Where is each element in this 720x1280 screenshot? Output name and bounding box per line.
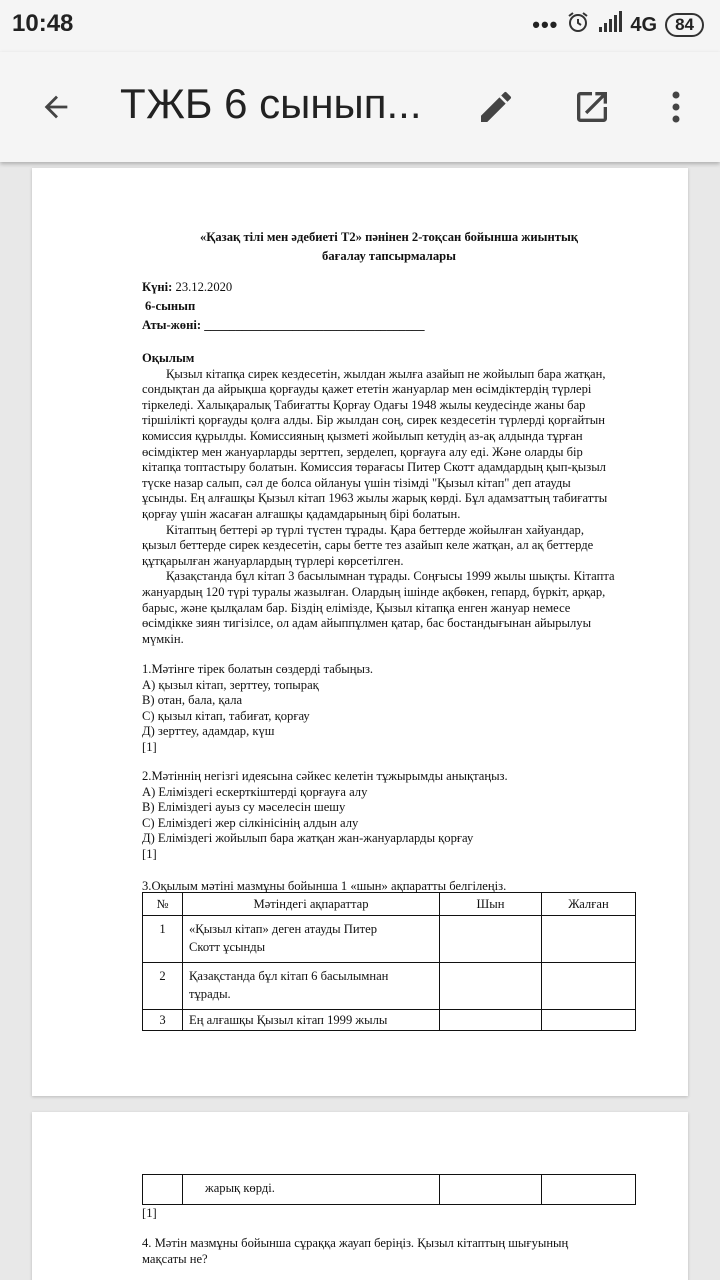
document-page-1 bbox=[32, 168, 688, 1096]
student-info bbox=[142, 278, 636, 335]
heading-line-2: бағалау тапсырмалары bbox=[322, 248, 456, 263]
false-cell[interactable] bbox=[542, 1010, 636, 1031]
header-cell: Мәтіндегі ақпараттар bbox=[183, 893, 440, 916]
paragraph-line: тіршілікті қорғауды қолға алды. Бір жылдан соң, сирек кездесетін түрлерді қорғайтын bbox=[142, 413, 605, 428]
heading-line-1: «Қазақ тілі мен әдебиеті Т2» пәнінен 2-тоқсан бойынша жиынтық bbox=[199, 230, 579, 244]
option: А) Еліміздегі ескерткіштерді қорғауға алу bbox=[142, 784, 368, 799]
row-text: Қазақстанда бұл кітап 6 басылымнан тұрады. bbox=[183, 963, 440, 1010]
document-title: ТЖБ 6 сынып... bbox=[120, 80, 422, 127]
option: А) қызыл кітап, зерттеу, топырақ bbox=[142, 677, 319, 692]
question-text: 3.Оқылым мәтіні мазмұны бойынша 1 «шын» ақпаратты белгілеңіз. bbox=[142, 879, 507, 893]
paragraph-line: түске назар салып, сәл де болса ойлануы үшін тізімді "Қызыл кітап" деп атауды bbox=[142, 475, 571, 490]
table-row bbox=[143, 1010, 636, 1031]
status-time: 10:48 bbox=[12, 10, 74, 37]
name-label: Аты-жөні: ___________________________________ bbox=[142, 318, 425, 332]
option: Д) зерттеу, адамдар, күш bbox=[142, 724, 275, 739]
table-row bbox=[143, 1175, 636, 1205]
true-cell[interactable] bbox=[440, 963, 542, 1010]
header-cell: Шын bbox=[440, 893, 542, 916]
paragraph-line: сондықтан да айрықша қорғауды қажет ететін жануарлар мен өсімдіктердің түрлері bbox=[142, 382, 592, 397]
paragraph-line: құтқарылған жануарлардың түрлері көрсетілген. bbox=[142, 553, 404, 568]
header-cell: Жалған bbox=[542, 893, 636, 916]
paragraph-line: барыс, жəне қылқалам бар. Біздің елімізде, Қызыл кітапқа енген жануар немесе bbox=[142, 600, 571, 615]
true-cell[interactable] bbox=[440, 1175, 542, 1205]
row-number: 3 bbox=[143, 1010, 183, 1031]
paragraph-line: Кітаптың беттері әр түрлі түстен тұрады. Қара беттерде жойылған хайуандар, bbox=[166, 522, 584, 537]
table-row bbox=[143, 963, 636, 1010]
arrow-left-icon bbox=[39, 90, 73, 124]
date-label: Күні: bbox=[142, 280, 173, 294]
option: Д) Еліміздегі жойылып бара жатқан жан-жануарларды қорғау bbox=[142, 831, 474, 846]
paragraph-line: жануардың 120 түрі туралы жазылған. Олардың ішінде ақбөкен, гепард, бүркіт, арқар, bbox=[142, 584, 606, 599]
paragraph-line: өсімдіктер мен жануарларды зерттеп, зерделеп, қорғауға алу еді. Және оларды бір bbox=[142, 444, 583, 459]
date-value: 23.12.2020 bbox=[175, 280, 233, 294]
edit-button[interactable] bbox=[474, 85, 518, 129]
table-header-row bbox=[143, 893, 636, 916]
option: С) Еліміздегі жер сілкінісінің алдын алу bbox=[142, 815, 359, 830]
row-text: «Қызыл кітап» деген атауды Питер Скотт ұсынды bbox=[183, 916, 440, 963]
document-heading bbox=[142, 230, 636, 264]
section-title: Оқылым bbox=[142, 351, 195, 365]
reading-section bbox=[142, 351, 636, 647]
paragraph-line: мүмкін. bbox=[142, 631, 184, 646]
document-page-2 bbox=[32, 1112, 688, 1280]
more-notifications-icon: ••• bbox=[532, 12, 559, 37]
question-1 bbox=[142, 662, 636, 756]
table-continuation bbox=[142, 1174, 636, 1205]
question-text: мақсаты не? bbox=[142, 1251, 208, 1266]
false-cell[interactable] bbox=[542, 963, 636, 1010]
status-bar bbox=[0, 0, 720, 52]
score: [1] bbox=[142, 846, 157, 861]
question-text: 2.Мәтіннің негізгі идеясына сәйкес келетін тұжырымды анықтаңыз. bbox=[142, 769, 508, 783]
app-bar bbox=[0, 52, 720, 162]
question-text: 4. Мәтін мазмұны бойынша сұраққа жауап беріңіз. Қызыл кітаптың шығуының bbox=[142, 1236, 569, 1250]
paragraph-line: тіркеледі. Халықаралық Табиғатты Қорғау Одағы 1948 жылы кеудесінде жаны бар bbox=[142, 397, 586, 412]
paragraph-line: өсімдікке зиян тигізілсе, ол адам айыппұлмен қатар, бас бостандығынан айырылуы bbox=[142, 616, 592, 631]
paragraph-line: Қазақстанда бұл кітап 3 басылымнан тұрады. Соңғысы 1999 жылы шықты. Кітапта bbox=[166, 569, 615, 584]
row-number bbox=[143, 1175, 183, 1205]
paragraph-line: кітапқа топтастыру болатын. Комиссия төрағасы Питер Скотт адамдардың қып-қызыл bbox=[142, 460, 606, 475]
back-button[interactable] bbox=[34, 85, 78, 129]
signal-icon bbox=[598, 11, 622, 39]
question-text: 1.Мәтінге тірек болатын сөздерді табыңыз. bbox=[142, 662, 374, 676]
network-type: 4G bbox=[630, 13, 658, 36]
more-options-button[interactable] bbox=[654, 85, 698, 129]
paragraph-line: Қызыл кітапқа сирек кездесетін, жылдан жылға азайып не жойылып бара жатқан, bbox=[166, 366, 606, 381]
score: [1] bbox=[142, 1206, 157, 1220]
grade-label: 6-сынып bbox=[145, 299, 196, 313]
row-number: 1 bbox=[143, 916, 183, 963]
paragraph-line: комиссия құрылды. Комиссияның қызметі жойылып кетудің аз-ақ алдында тұрған bbox=[142, 428, 583, 443]
header-cell: № bbox=[143, 893, 183, 916]
false-cell[interactable] bbox=[542, 1175, 636, 1205]
row-number: 2 bbox=[143, 963, 183, 1010]
question-4 bbox=[142, 1236, 636, 1267]
table-row bbox=[143, 916, 636, 963]
true-cell[interactable] bbox=[440, 1010, 542, 1031]
score: [1] bbox=[142, 739, 157, 754]
open-external-button[interactable] bbox=[570, 85, 614, 129]
question-2 bbox=[142, 769, 636, 863]
true-false-table bbox=[142, 892, 636, 1031]
status-icons bbox=[532, 10, 704, 40]
false-cell[interactable] bbox=[542, 916, 636, 963]
more-vertical-icon bbox=[664, 87, 688, 127]
option: С) қызыл кітап, табиғат, қорғау bbox=[142, 708, 310, 723]
row-text: Ең алғашқы Қызыл кітап 1999 жылы bbox=[183, 1010, 440, 1031]
option: В) Еліміздегі ауыз су мәселесін шешу bbox=[142, 800, 346, 815]
paragraph-line: қызыл беттерде сирек кездесетін, сары бетте тез азайып келе жатқан, ал ақ беттерде bbox=[142, 538, 594, 553]
pencil-icon bbox=[476, 87, 516, 127]
row-text: жарық көрді. bbox=[183, 1175, 440, 1205]
question-3-score bbox=[142, 1206, 636, 1222]
option: В) отан, бала, қала bbox=[142, 693, 243, 708]
paragraph-line: қорғау үшін жасаған алғашқы қадамдарының бірі болатын. bbox=[142, 506, 461, 521]
open-in-new-icon bbox=[572, 87, 612, 127]
alarm-icon bbox=[566, 10, 590, 40]
true-cell[interactable] bbox=[440, 916, 542, 963]
paragraph-line: ұсынды. Ең алғашқы Қызыл кітап 1963 жылы жарық көрді. Бұл адамзаттың табиғатты bbox=[142, 491, 608, 506]
battery-icon: 84 bbox=[665, 13, 704, 37]
